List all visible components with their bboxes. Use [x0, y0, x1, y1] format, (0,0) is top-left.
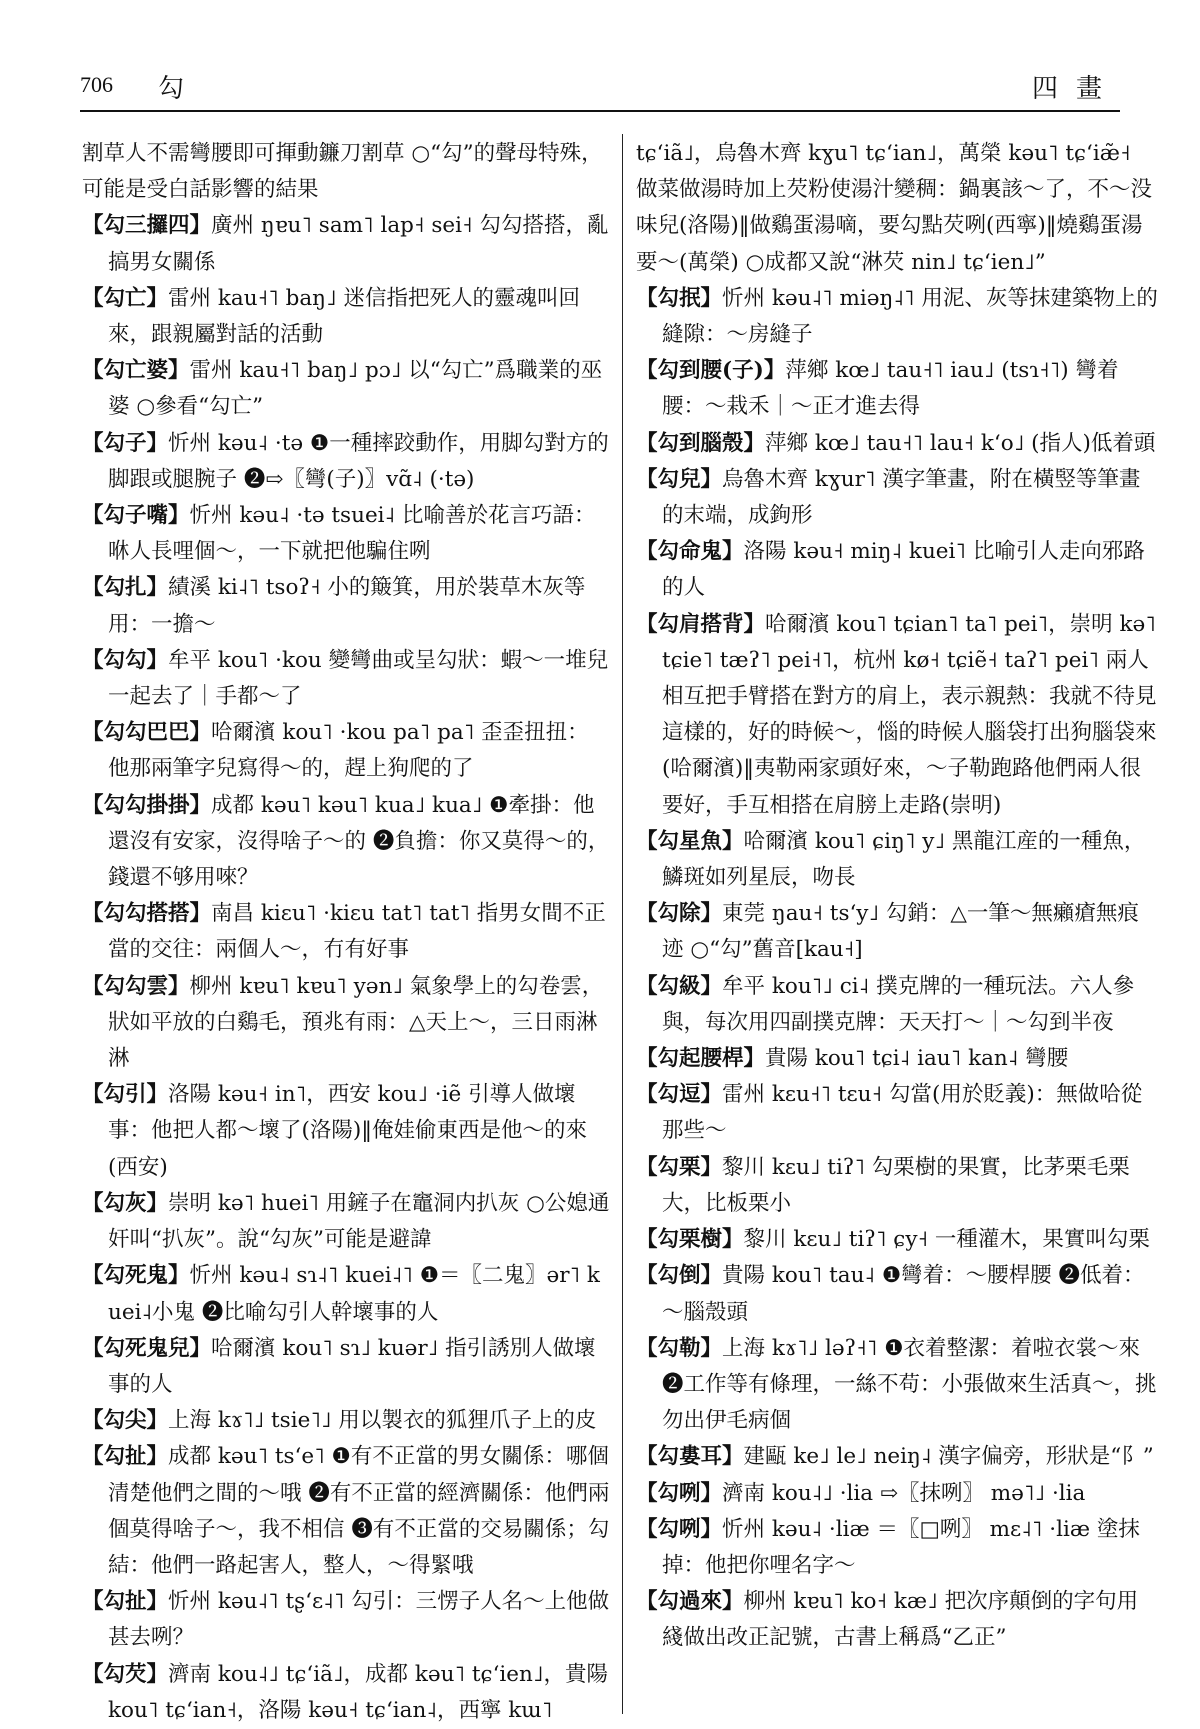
- dictionary-entry: [636, 1512, 1158, 1584]
- entry-headword: 【勾勾掛掛】: [82, 792, 212, 818]
- entry-headword: 【勾咧】: [636, 1516, 723, 1542]
- entry-headword: 【勾灰】: [82, 1190, 169, 1216]
- entry-headword: 【勾子】: [82, 430, 169, 456]
- entry-text: 廣州 ŋɐu˥ sam˥ lap˧ sei˧ 勾勾搭搭，亂搞男女關係: [108, 213, 609, 275]
- entry-headword: 【勾子嘴】: [82, 503, 190, 529]
- dictionary-entry: [636, 281, 1158, 353]
- dictionary-entry: [82, 426, 610, 498]
- entry-headword: 【勾芡】: [82, 1661, 169, 1687]
- entry-text: 柳州 kɐu˥ ko˧ kæ˩ 把次序顛倒的字句用綫做出改正記號，古書上稱爲“乙正”: [662, 1589, 1139, 1651]
- dictionary-entry: [636, 824, 1158, 896]
- entry-text: 貴陽 kou˥ tau˨ ❶彎着：～腰桿腰 ❷低着：～腦殼頭: [662, 1263, 1145, 1325]
- entry-text: 忻州 kəu˨˥ tʂʻɛ˨˥ 勾引：三愣子人名～上他做甚去咧？: [108, 1589, 610, 1651]
- entry-headword: 【勾扎】: [82, 575, 169, 601]
- entry-headword: 【勾扯】: [82, 1589, 169, 1615]
- entry-text: 柳州 kɐu˥ kɐu˥ yən˩ 氣象學上的勾卷雲，狀如平放的白鷄毛，預兆有雨：△天上～，三日雨淋淋: [108, 973, 604, 1072]
- page-header: [80, 66, 1120, 106]
- entry-text: tɕʻiã˩，烏魯木齊 kɣu˥ tɕʻian˩，萬榮 kəu˥ tɕʻiæ̃˧ 做菜做湯時加上芡粉使湯汁變稠：鍋裏該～了，不～没味兒(洛陽)‖做鷄蛋湯嘀，要勾點芡咧(西寧)‖燒鷄蛋湯要～(萬榮) ○成都又說“淋芡 nin˩ tɕʻien˩”: [636, 141, 1153, 275]
- entry-headword: 【勾婁耳】: [636, 1444, 744, 1470]
- entry-headword: 【勾起腰桿】: [636, 1046, 766, 1072]
- entry-headword: 【勾過來】: [636, 1589, 744, 1615]
- entry-text: 黎川 kɛu˩ tiʔ˥ ɕy˧ 一種灌木，果實叫勾栗: [743, 1227, 1150, 1253]
- entry-headword: 【勾勾雲】: [82, 973, 190, 999]
- dictionary-entry: [82, 498, 610, 570]
- dictionary-entry: [636, 462, 1158, 534]
- dictionary-entry: [636, 969, 1158, 1041]
- entry-text: 上海 kɤ˥˩ tsie˥˩ 用以製衣的狐狸爪子上的皮: [168, 1408, 597, 1434]
- entry-headword: 【勾勾】: [82, 647, 169, 673]
- entry-text: 崇明 kə˥ huei˥ 用鏟子在竈洞内扒灰 ○公媳通奸叫“扒灰”。說“勾灰”可能是避諱: [108, 1190, 610, 1253]
- dictionary-entry: [636, 426, 1158, 462]
- entry-headword: 【勾到腰(子)】: [636, 358, 786, 384]
- entry-headword: 【勾星魚】: [636, 828, 744, 854]
- dictionary-entry: [82, 1403, 610, 1439]
- entry-text: 萍鄉 kœ˩ tau˧˥ iau˩ (tsɿ˧˥) 彎着腰：～栽禾｜～正才進去得: [662, 358, 1119, 420]
- dictionary-entry: [636, 1077, 1158, 1149]
- entry-headword: 【勾勾搭搭】: [82, 901, 212, 927]
- entry-headword: 【勾三攞四】: [82, 213, 212, 239]
- entry-headword: 【勾到腦殼】: [636, 430, 766, 456]
- entry-headword: 【勾逗】: [636, 1082, 723, 1108]
- entry-headword: 【勾命鬼】: [636, 539, 744, 565]
- header-character: 勾: [158, 74, 185, 104]
- entry-text: 牟平 kou˥˩ ci˨ 撲克牌的一種玩法。六人參與，每次用四副撲克牌：天天打～｜～勾到半夜: [662, 973, 1135, 1035]
- entry-headword: 【勾栗】: [636, 1154, 723, 1180]
- entry-text: 黎川 kɛu˩ tiʔ˥ 勾栗樹的果實，比茅栗毛栗大，比板栗小: [662, 1154, 1130, 1216]
- dictionary-entry: [82, 570, 610, 642]
- entry-headword: 【勾倒】: [636, 1263, 723, 1289]
- dictionary-entry: [82, 1077, 610, 1186]
- dictionary-entry: [82, 1186, 610, 1258]
- entry-text: 洛陽 kəu˧ in˥，西安 kou˩ ·iẽ 引導人做壞事：他把人都～壞了(洛陽)‖俺娃偷東西是他～的來(西安): [108, 1082, 588, 1180]
- entry-text: 忻州 kəu˨ ·liæ ＝〖□咧〗 mɛ˨˥ ·liæ 塗抹掉：他把你哩名字～: [662, 1516, 1140, 1578]
- dictionary-entry: [636, 1258, 1158, 1330]
- dictionary-entry: [636, 896, 1158, 968]
- entry-headword: 【勾扯】: [82, 1444, 169, 1470]
- entry-text: 濟南 kou˨˩ ·lia ⇨〖抹咧〗 mə˥˩ ·lia: [722, 1480, 1086, 1506]
- entry-text: 成都 kəu˥ tsʻe˥ ❶有不正當的男女關係：哪個清楚他們之間的～哦 ❷有不正當的經濟關係：他們兩個莫得啥子～，我不相信 ❸有不正當的交易關係；勾結：他們一路起害人，整人，～得緊哦: [108, 1444, 610, 1578]
- header-rule: [80, 110, 1120, 112]
- dictionary-entry: [636, 1584, 1158, 1656]
- entry-text: 哈爾濱 kou˥ ɕiŋ˥ y˩ 黑龍江産的一種魚，鱗斑如列星辰，吻長: [662, 828, 1146, 891]
- dictionary-entry: [636, 136, 1158, 281]
- entry-headword: 【勾肩搭背】: [636, 611, 766, 637]
- entry-text: 濟南 kou˨˩ tɕʻiã˩，成都 kəu˥ tɕʻien˩，貴陽 kou˥ tɕʻian˧，洛陽 kəu˧ tɕʻian˨，西寧 kɯ˥: [108, 1661, 608, 1723]
- dictionary-entry: [636, 1222, 1158, 1258]
- dictionary-entry: [82, 896, 610, 968]
- dictionary-entry: [82, 208, 610, 280]
- dictionary-entry: [82, 643, 610, 715]
- right-column: [636, 136, 1158, 1657]
- entry-headword: 【勾咧】: [636, 1480, 723, 1506]
- entry-text: 忻州 kəu˨ ·tə ❶一種摔跤動作，用脚勾對方的脚跟或腿腕子 ❷⇨〖彎(子)〗vɑ̃˨ (·tə): [108, 430, 609, 492]
- dictionary-entry: [82, 1258, 610, 1330]
- entry-text: 割草人不需彎腰即可揮動鐮刀割草 ○“勾”的聲母特殊，可能是受白話影響的結果: [82, 141, 603, 203]
- entry-text: 哈爾濱 kou˥ tɕian˥ ta˥ pei˥，崇明 kə˥ tɕie˥ tæʔ˥ pei˧˥，杭州 kø˧ tɕiẽ˧ taʔ˥ pei˥ 兩人相互把手臂搭在對方的肩上，表示親熱：我就不待見這樣的，好的時候～，惱的時候人腦袋打出狗腦袋來(哈爾濱)‖夷勒兩家頭好來，～子勒跑路他們兩人很要好，手互相搭在肩膀上走路(崇明): [662, 611, 1157, 818]
- entry-text: 雷州 kau˧˥ baŋ˩ 迷信指把死人的靈魂叫回來，跟親屬對話的活動: [108, 285, 580, 348]
- entry-text: 上海 kɤ˥˩ ləʔ˧˥ ❶衣着整潔：着啦衣裳～來 ❷工作等有條理，一絲不苟：小張做來生活真～，挑勿出伊毛病個: [662, 1335, 1157, 1434]
- entry-headword: 【勾兒】: [636, 466, 723, 492]
- entry-text: 哈爾濱 kou˥ ·kou pa˥ pa˥ 歪歪扭扭：他那兩筆字兒寫得～的，趕上狗爬的了: [108, 720, 589, 782]
- dictionary-entry: [82, 1331, 610, 1403]
- entry-headword: 【勾引】: [82, 1082, 169, 1108]
- entry-headword: 【勾勒】: [636, 1335, 723, 1361]
- entry-headword: 【勾尖】: [82, 1408, 169, 1434]
- entry-text: 雷州 kɛu˧˥ tɛu˧ 勾當(用於貶義)：無做哈從那些～: [662, 1082, 1143, 1144]
- dictionary-entry: [82, 1657, 610, 1729]
- entry-text: 雷州 kau˧˥ baŋ˩ pɔ˩ 以“勾亡”爲職業的巫婆 ○參看“勾亡”: [108, 358, 603, 420]
- entry-text: 南昌 kiɛu˥ ·kiɛu tat˥ tat˥ 指男女間不正當的交往：兩個人～，冇有好事: [108, 901, 606, 963]
- dictionary-entry: [82, 715, 610, 787]
- dictionary-entry: [82, 136, 610, 208]
- left-column: [82, 136, 610, 1729]
- entry-headword: 【勾死鬼】: [82, 1263, 190, 1289]
- dictionary-entry: [82, 353, 610, 425]
- dictionary-entry: [636, 1150, 1158, 1222]
- entry-headword: 【勾除】: [636, 901, 723, 927]
- entry-text: 忻州 kəu˨ sɿ˨˥ kuei˨˥ ❶＝〖二鬼〗ər˥ kuei˨小鬼 ❷比喻勾引人幹壞事的人: [108, 1263, 600, 1325]
- dictionary-entry: [82, 281, 610, 353]
- entry-headword: 【勾抿】: [636, 285, 723, 311]
- entry-text: 忻州 kəu˨˥ miəŋ˨˥ 用泥、灰等抹建築物上的縫隙：～房縫子: [662, 285, 1158, 348]
- entry-headword: 【勾栗樹】: [636, 1227, 744, 1253]
- dictionary-entry: [82, 788, 610, 897]
- entry-headword: 【勾死鬼兒】: [82, 1335, 212, 1361]
- page-number: 706: [80, 72, 113, 97]
- entry-text: 成都 kəu˥ kəu˥ kua˩ kua˩ ❶牽掛：他還沒有安家，沒得啥子～的 ❷負擔：你又莫得～的，錢還不够用唻？: [108, 792, 610, 891]
- dictionary-entry: [636, 1041, 1158, 1077]
- column-divider: [622, 134, 623, 1714]
- entry-text: 忻州 kəu˨ ·tə tsuei˨ 比喻善於花言巧語：咻人長哩個～，一下就把他騙住咧: [108, 503, 596, 565]
- entry-text: 東莞 ŋau˧ tsʻy˩ 勾銷：△一筆～無癩瘡無痕迹 ○“勾”舊音[kau˧]: [662, 901, 1139, 963]
- entry-headword: 【勾亡】: [82, 285, 169, 311]
- dictionary-entry: [636, 353, 1158, 425]
- entry-text: 烏魯木齊 kɣur˥ 漢字筆畫，附在橫竪等筆畫的末端，成鉤形: [662, 466, 1141, 529]
- entry-text: 洛陽 kəu˧ miŋ˨ kuei˥ 比喻引人走向邪路的人: [662, 539, 1145, 601]
- entry-headword: 【勾勾巴巴】: [82, 720, 212, 746]
- dictionary-entry: [82, 1584, 610, 1656]
- dictionary-entry: [636, 1439, 1158, 1475]
- dictionary-entry: [636, 534, 1158, 606]
- dictionary-entry: [636, 1331, 1158, 1440]
- entry-text: 牟平 kou˥ ·kou 變彎曲或呈勾狀：蝦～一堆兒一起去了｜手都～了: [108, 647, 609, 710]
- dictionary-entry: [636, 1476, 1158, 1512]
- dictionary-entry: [82, 969, 610, 1078]
- entry-text: 貴陽 kou˥ tɕi˨ iau˥ kan˨ 彎腰: [765, 1046, 1069, 1072]
- entry-text: 哈爾濱 kou˥ sɿ˩ kuər˩ 指引誘別人做壞事的人: [108, 1335, 596, 1397]
- section-label: 四畫: [1031, 74, 1120, 104]
- entry-text: 績溪 ki˨˥ tsoʔ˧ 小的簸箕，用於裝草木灰等用：一擔～: [108, 575, 586, 637]
- entry-headword: 【勾級】: [636, 973, 723, 999]
- entry-text: 建甌 ke˩ le˩ neiŋ˨ 漢字偏旁，形狀是“阝”: [743, 1444, 1154, 1470]
- dictionary-entry: [82, 1439, 610, 1584]
- dictionary-entry: [636, 607, 1158, 824]
- entry-headword: 【勾亡婆】: [82, 358, 190, 384]
- entry-text: 萍鄉 kœ˩ tau˧˥ lau˧ kʻo˩ (指人)低着頭: [765, 430, 1156, 456]
